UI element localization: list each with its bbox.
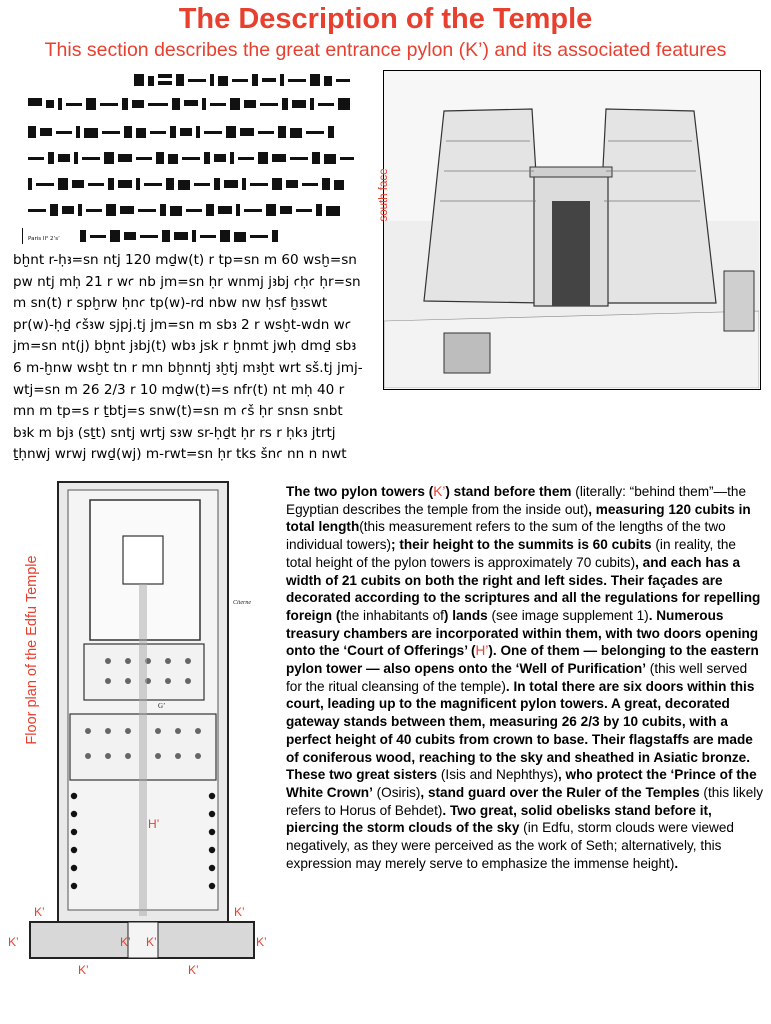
hieroglyph-text-image xyxy=(14,70,364,250)
pylon-photo xyxy=(383,70,761,390)
page-subtitle: This section describes the great entrance pylon (K’) and its associated features xyxy=(44,39,727,61)
pylon-label: K’ xyxy=(8,935,19,949)
plate-label: Paris II² 2’s’ xyxy=(28,236,60,242)
court-label: H’ xyxy=(148,817,160,831)
pylon-label: K’ xyxy=(234,905,245,919)
pylon-label: K’ xyxy=(34,905,45,919)
pylon-label: K’ xyxy=(78,963,89,977)
pylon-illustration xyxy=(384,71,759,388)
description-body: The two pylon towers (K’) stand before them (literally: “behind them”—the Egyptian describes the temple from the inside out), measuring 120 cubits in total length(this measurement refers to the sum of the lengths of the two individual towers); their height to the summits is 60 cubits (in reality, the total height of the pylon towers is approximately 70 cubits), and each has a width of 21 cubits on both the right and left sides. Their façades are decorated according to the scriptures and all the regulations for repelling foreign (the inhabitants of) lands (see image supplement 1). Numerous treasury chambers are incorporated within them, with two doors opening onto the ‘Court of Offerings’ (H’). One of them — belonging to the eastern pylon tower — also opens onto the ‘Well of Purification’ (this well served for the ritual cleansing of the temple). In total there are six doors within this court, leading up to the magnificent pylon towers. A great, decorated gateway stands between them, measuring 26 2/3 by 10 cubits, with a perfect height of 40 cubits from crown to base. Their flagstaffs are made of coniferous wood, reaching to the sky and sheathed in Asiatic bronze. These two great sisters (Isis and Nephthys), who protect the ‘Prince of the White Crown’ (Osiris), stand guard over the Ruler of the Temples (this likely refers to Horus of Behdet). Two great, solid obelisks stand before it, piercing the storm clouds of the sky (in Edfu, storm clouds were viewed negatively, as they were perceived as the work of Seth; alternatively, this expression may merely serve to emphasize the immense height). xyxy=(286,484,764,871)
cistern-label: Citerne xyxy=(233,600,251,606)
pylon-label: K’ xyxy=(146,935,157,949)
floor-plan-image xyxy=(8,476,268,1006)
south-face-label: south face xyxy=(378,168,390,222)
pylon-label: K’ xyxy=(188,963,199,977)
offering-hall-label: G’ xyxy=(158,702,166,710)
page-title: The Description of the Temple xyxy=(178,3,593,35)
pylon-label: K’ xyxy=(256,935,267,949)
transliteration-text: bḫnt r-ḥꜣ=sn ntj 120 mḏw(t) r tp=sn m 60 wsḫ=sn pw ntj mḥ 21 r wꜥ nb jm=sn ḥr wnmj jꜣbj ꜥḥꜥ ḥr=sn m sn(t) r spḫrw ḥnꜥ tp(w)-rd nbw nw ḥsf ḫꜣswt pr(w)-ḥḏ ꜥšꜣw sjpj.tj jm=sn m sbꜣ 2 r wsḫt-wdn wꜥ jm=sn nt(j) bḫnt jꜣbj(t) wbꜣ jsk r ḫnmt jwḥ dmḏ sbꜣ 6 m-ḫnw wsḫt tn r mn bḫnntj ꜣḫtj mꜣḫt wrt sš.tj jmj-wtj=sn m 26 2/3 r 10 mḏw(t)=s nfr(t) nt mḥ 40 r mn m tp=s r ṯbtj=s snw(t)=sn m ꜥš ḥr snsn snbt bꜣk m bjꜣ (sṯt) sntj wrtj sꜣw sr-ḥḏt ḥr rs r ḥkꜣ jtrtj ṯḥnwj wrwj rwḏ(wj) m-rwt=sn ḥr tks šnꜥ nn n nwt xyxy=(13,252,363,463)
pylon-label: K’ xyxy=(120,935,131,949)
floor-plan-caption: Floor plan of the Edfu Temple xyxy=(24,555,40,745)
